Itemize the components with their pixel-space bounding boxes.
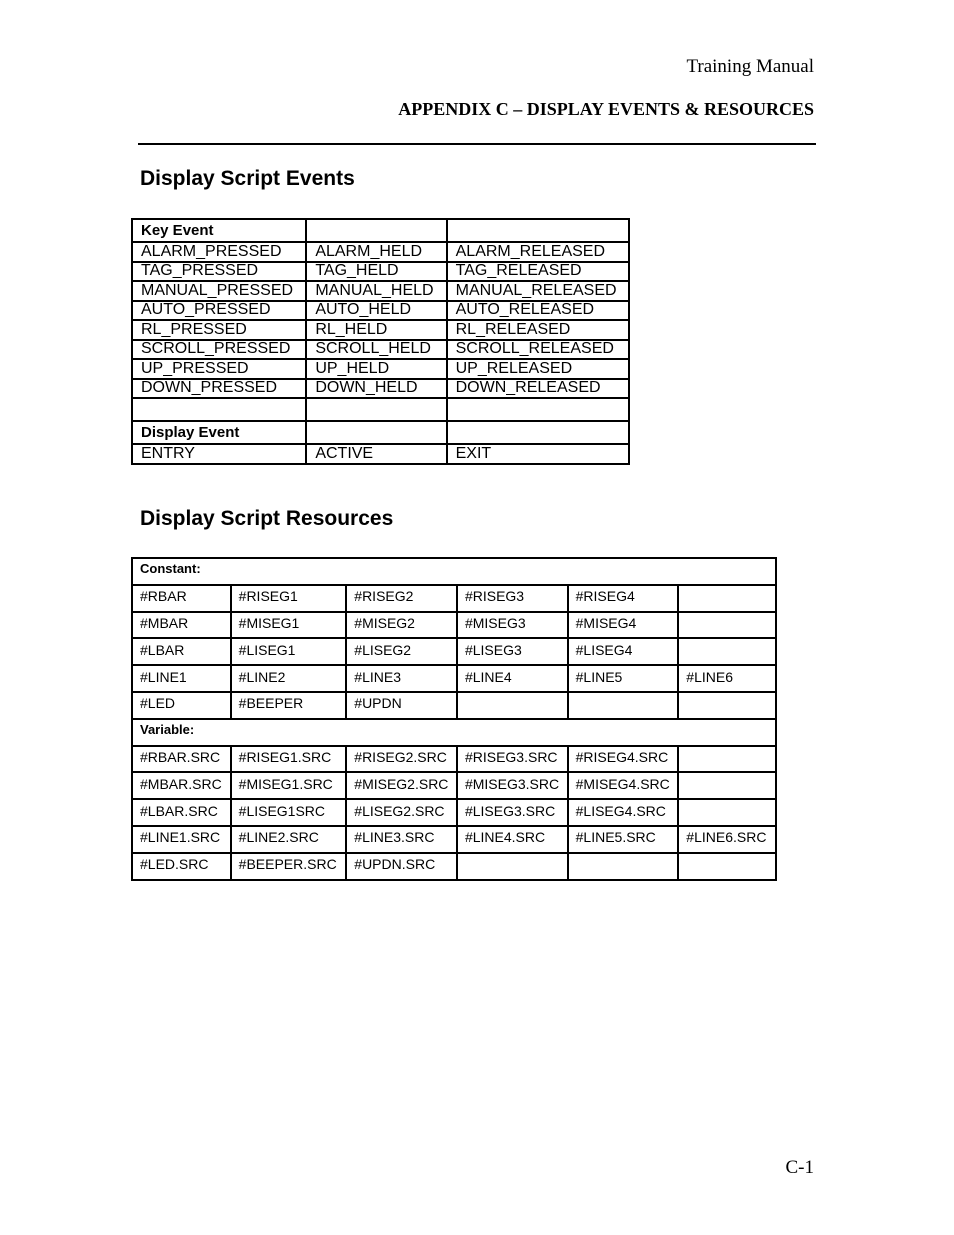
table-row [132,692,776,719]
table-cell: #UPDN [346,692,457,719]
table-cell [447,421,629,444]
table-cell: ALARM_HELD [306,242,446,262]
table-row [132,301,629,321]
table-row [132,262,629,282]
table-cell: #UPDN.SRC [346,853,457,880]
header-divider [138,143,816,145]
table-cell [447,398,629,421]
table-cell: #LINE2 [231,665,347,692]
table-cell [678,853,776,880]
table-cell: UP_HELD [306,359,446,379]
table-cell: AUTO_PRESSED [132,301,306,321]
table-cell [447,219,629,242]
table-cell: #LBAR.SRC [132,799,231,826]
table-cell [132,398,306,421]
table-row [132,340,629,360]
table-cell: SCROLL_PRESSED [132,340,306,360]
events-table [131,218,630,465]
variable-label: Variable: [132,719,776,746]
table-cell: #LINE4 [457,665,568,692]
document-title: Training Manual [686,56,814,77]
table-cell: #RISEG2.SRC [346,746,457,773]
table-row [132,826,776,853]
table-cell: #LISEG2.SRC [346,799,457,826]
table-cell: #RISEG2 [346,585,457,612]
table-cell [678,585,776,612]
table-cell [678,692,776,719]
table-cell: #RISEG4.SRC [568,746,679,773]
table-cell: TAG_HELD [306,262,446,282]
table-cell: #LISEG3.SRC [457,799,568,826]
table-cell: DOWN_RELEASED [447,379,629,399]
table-cell: #LINE5 [568,665,679,692]
table-cell [678,799,776,826]
table-cell: Key Event [132,219,306,242]
table-cell: #MBAR.SRC [132,772,231,799]
table-cell: #LISEG4 [568,638,679,665]
table-cell: UP_PRESSED [132,359,306,379]
table-cell: #RBAR.SRC [132,746,231,773]
table-row [132,772,776,799]
table-cell [306,219,446,242]
table-cell: #BEEPER [231,692,347,719]
table-cell: #LINE6 [678,665,776,692]
table-cell: RL_PRESSED [132,320,306,340]
table-cell: #RISEG3 [457,585,568,612]
table-cell: #MISEG3.SRC [457,772,568,799]
table-cell: #LINE5.SRC [568,826,679,853]
table-cell: ALARM_RELEASED [447,242,629,262]
table-cell [568,853,679,880]
table-cell: MANUAL_HELD [306,281,446,301]
resources-table [131,557,777,881]
table-cell [457,692,568,719]
table-cell: RL_HELD [306,320,446,340]
table-cell: TAG_PRESSED [132,262,306,282]
table-cell: RL_RELEASED [447,320,629,340]
table-cell: #RISEG1.SRC [231,746,347,773]
table-cell: ACTIVE [306,444,446,464]
table-cell [457,853,568,880]
table-cell: #RISEG4 [568,585,679,612]
table-row [132,558,776,585]
table-cell [306,421,446,444]
table-row [132,799,776,826]
table-cell: #RISEG1 [231,585,347,612]
table-cell: #BEEPER.SRC [231,853,347,880]
table-row [132,444,629,464]
table-cell: #LINE1.SRC [132,826,231,853]
table-cell: #LINE4.SRC [457,826,568,853]
table-row [132,638,776,665]
appendix-heading: APPENDIX C – DISPLAY EVENTS & RESOURCES [398,99,814,119]
table-cell: #LINE1 [132,665,231,692]
table-cell: #LED.SRC [132,853,231,880]
table-cell [678,772,776,799]
table-cell: #MISEG2.SRC [346,772,457,799]
table-cell: #MISEG3 [457,612,568,639]
table-cell: #LISEG1SRC [231,799,347,826]
table-cell: Display Event [132,421,306,444]
table-cell: #LED [132,692,231,719]
table-cell: EXIT [447,444,629,464]
page-number: C-1 [785,1157,814,1178]
table-cell: DOWN_PRESSED [132,379,306,399]
table-row [132,398,629,421]
table-cell: #RISEG3.SRC [457,746,568,773]
table-cell: SCROLL_HELD [306,340,446,360]
table-cell [678,746,776,773]
table-row [132,746,776,773]
table-row [132,612,776,639]
table-cell: #LISEG4.SRC [568,799,679,826]
table-cell: #LBAR [132,638,231,665]
table-cell: MANUAL_RELEASED [447,281,629,301]
table-cell: #RBAR [132,585,231,612]
table-row [132,281,629,301]
table-cell: #LISEG2 [346,638,457,665]
table-cell: DOWN_HELD [306,379,446,399]
table-cell: #LISEG3 [457,638,568,665]
table-row [132,219,629,242]
table-cell: MANUAL_PRESSED [132,281,306,301]
table-cell: #MISEG2 [346,612,457,639]
table-cell: #MISEG4 [568,612,679,639]
table-cell: AUTO_RELEASED [447,301,629,321]
table-row [132,853,776,880]
table-row [132,719,776,746]
table-cell: ALARM_PRESSED [132,242,306,262]
table-row [132,379,629,399]
table-row [132,421,629,444]
table-row [132,585,776,612]
table-cell [678,638,776,665]
table-cell: SCROLL_RELEASED [447,340,629,360]
table-cell: #LINE6.SRC [678,826,776,853]
table-cell: ENTRY [132,444,306,464]
table-row [132,665,776,692]
table-row [132,320,629,340]
table-cell: #MISEG1 [231,612,347,639]
table-cell: #MBAR [132,612,231,639]
table-cell [568,692,679,719]
table-cell: #LINE2.SRC [231,826,347,853]
constant-label: Constant: [132,558,776,585]
table-row [132,242,629,262]
table-cell: #LINE3 [346,665,457,692]
table-cell: #LISEG1 [231,638,347,665]
table-cell: #MISEG4.SRC [568,772,679,799]
table-cell: UP_RELEASED [447,359,629,379]
table-row [132,359,629,379]
events-section-title: Display Script Events [140,167,355,190]
table-cell: #MISEG1.SRC [231,772,347,799]
table-cell: #LINE3.SRC [346,826,457,853]
table-cell [678,612,776,639]
table-cell: TAG_RELEASED [447,262,629,282]
table-cell [306,398,446,421]
table-cell: AUTO_HELD [306,301,446,321]
resources-section-title: Display Script Resources [140,507,394,530]
